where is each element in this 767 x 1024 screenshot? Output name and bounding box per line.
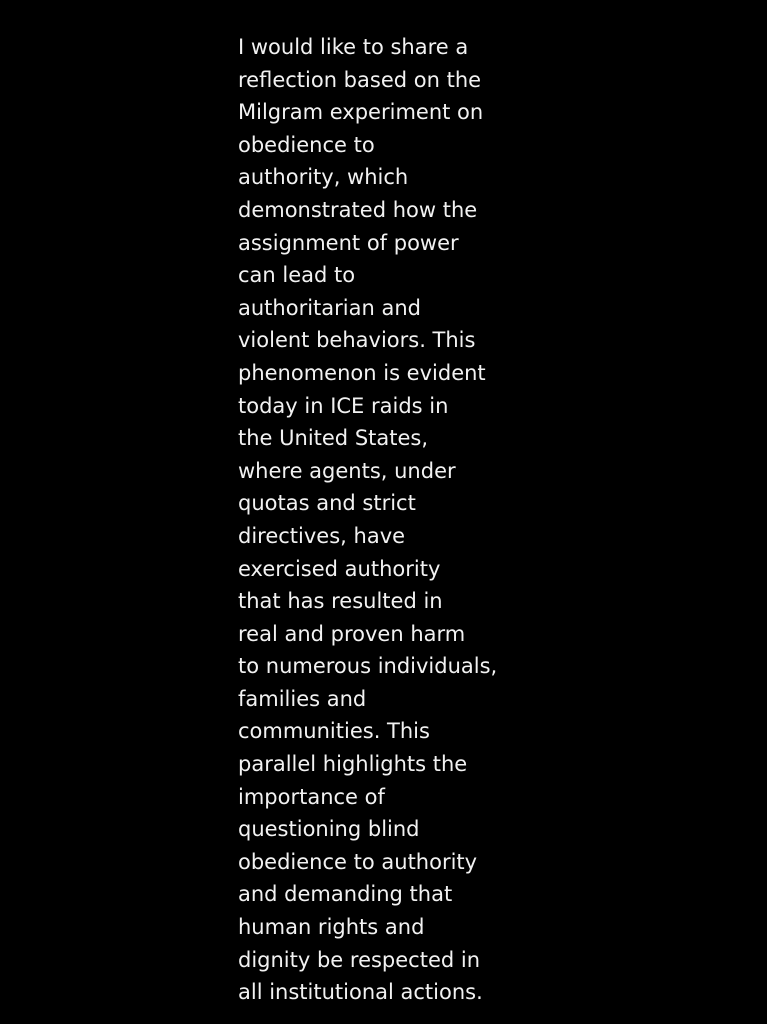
text-line: dignity be respected in [238,947,481,972]
text-line: questioning blind [238,817,420,842]
text-line: that has resulted in [238,589,443,614]
text-line: assignment of power [238,230,459,255]
text-line: the United States, [238,426,429,451]
text-line: to numerous individuals, [238,654,498,679]
text-line: all institutional actions. [238,980,483,1005]
text-line: I would like to share a [238,35,469,59]
text-line: communities. This [238,719,430,744]
text-line: can lead to [238,263,356,288]
text-line: demonstrated how the [238,197,478,222]
text-line: importance of [238,784,385,809]
text-line: reflection based on the [238,67,482,92]
text-line: where agents, under [238,458,456,483]
reflection-text [238,31,538,1009]
text-line: obedience to authority [238,849,478,874]
text-line: parallel highlights the [238,752,468,777]
text-line: violent behaviors. This [238,328,476,353]
text-line: quotas and strict [238,491,416,516]
text-line: families and [238,686,367,711]
text-line: exercised authority [238,556,441,581]
text-line: directives, have [238,523,406,548]
text-line: Milgram experiment on [238,100,484,125]
text-line: today in ICE raids in [238,393,449,418]
text-line: human rights and [238,915,425,940]
text-line: authority, which [238,165,409,190]
text-line: phenomenon is evident [238,360,486,385]
text-line: and demanding that [238,882,453,907]
text-line: authoritarian and [238,295,421,320]
text-line: real and proven harm [238,621,466,646]
text-line: obedience to [238,132,375,157]
